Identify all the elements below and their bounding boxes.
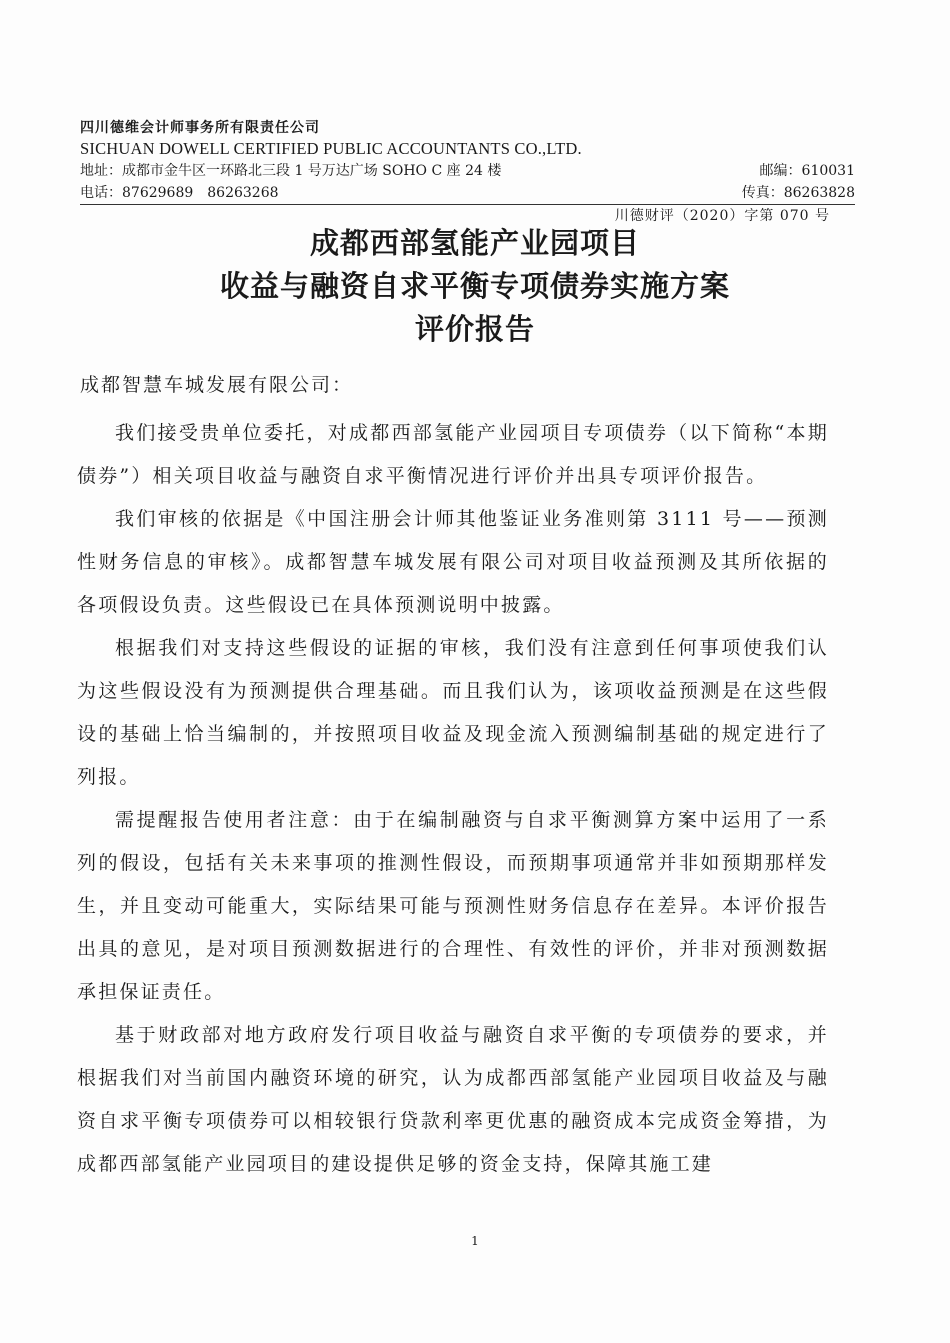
title-line-2: 收益与融资自求平衡专项债券实施方案 <box>219 269 730 303</box>
firm-address: 地址：成都市金牛区一环路北三段 1 号万达广场 SOHO C 座 24 楼 <box>80 163 502 179</box>
paragraph: 根据我们对支持这些假设的证据的审核，我们没有注意到任何事项使我们认为这些假设没有为预测提供合理基础。而且我们认为，该项收益预测是在这些假设的基础上恰当编制的，并按照项目收益及现金流入预测编制基础的规定进行了列报。 <box>77 637 829 788</box>
title-line-3: 评价报告 <box>414 312 535 346</box>
firm-fax: 传真：86263828 <box>741 185 855 201</box>
address-row <box>80 160 855 182</box>
title-line-1: 成都西部氢能产业园项目 <box>309 226 640 260</box>
paragraph: 基于财政部对地方政府发行项目收益与融资自求平衡的专项债券的要求，并根据我们对当前国内融资环境的研究，认为成都西部氢能产业园项目收益及与融资自求平衡专项债券可以相较银行贷款利率更优惠的融资成本完成资金筹措，为成都西部氢能产业园项目的建设提供足够的资金支持，保障其施工建 <box>77 1024 829 1175</box>
firm-name-chinese: 四川德维会计师事务所有限责任公司 <box>80 120 320 136</box>
paragraph: 我们审核的依据是《中国注册会计师其他鉴证业务准则第 3111 号——预测性财务信息的审核》。成都智慧车城发展有限公司对项目收益预测及其所依据的各项假设负责。这些假设已在具体预测说明中披露。 <box>77 508 829 616</box>
paragraph: 我们接受贵单位委托，对成都西部氢能产业园项目专项债券（以下简称“本期债券”）相关项目收益与融资自求平衡情况进行评价并出具专项评价报告。 <box>77 422 829 487</box>
report-title <box>0 222 950 351</box>
firm-postcode: 邮编：610031 <box>759 163 855 179</box>
firm-phone: 电话：87629689 86263268 <box>80 185 279 201</box>
document-number: 川德财评（2020）字第 070 号 <box>614 208 830 224</box>
contact-row <box>80 182 855 205</box>
paragraph: 需提醒报告使用者注意：由于在编制融资与自求平衡测算方案中运用了一系列的假设，包括有关未来事项的推测性假设，而预期事项通常并非如预期那样发生，并且变动可能重大，实际结果可能与预测性财务信息存在差异。本评价报告出具的意见，是对项目预测数据进行的合理性、有效性的评价，并非对预测数据承担保证责任。 <box>77 809 829 1003</box>
firm-name-english: SICHUAN DOWELL CERTIFIED PUBLIC ACCOUNTANTS CO.,LTD. <box>80 139 582 158</box>
addressee: 成都智慧车城发展有限公司： <box>80 374 354 396</box>
page-number: 1 <box>471 1234 479 1248</box>
letterhead <box>80 118 855 205</box>
report-body <box>77 412 829 1186</box>
